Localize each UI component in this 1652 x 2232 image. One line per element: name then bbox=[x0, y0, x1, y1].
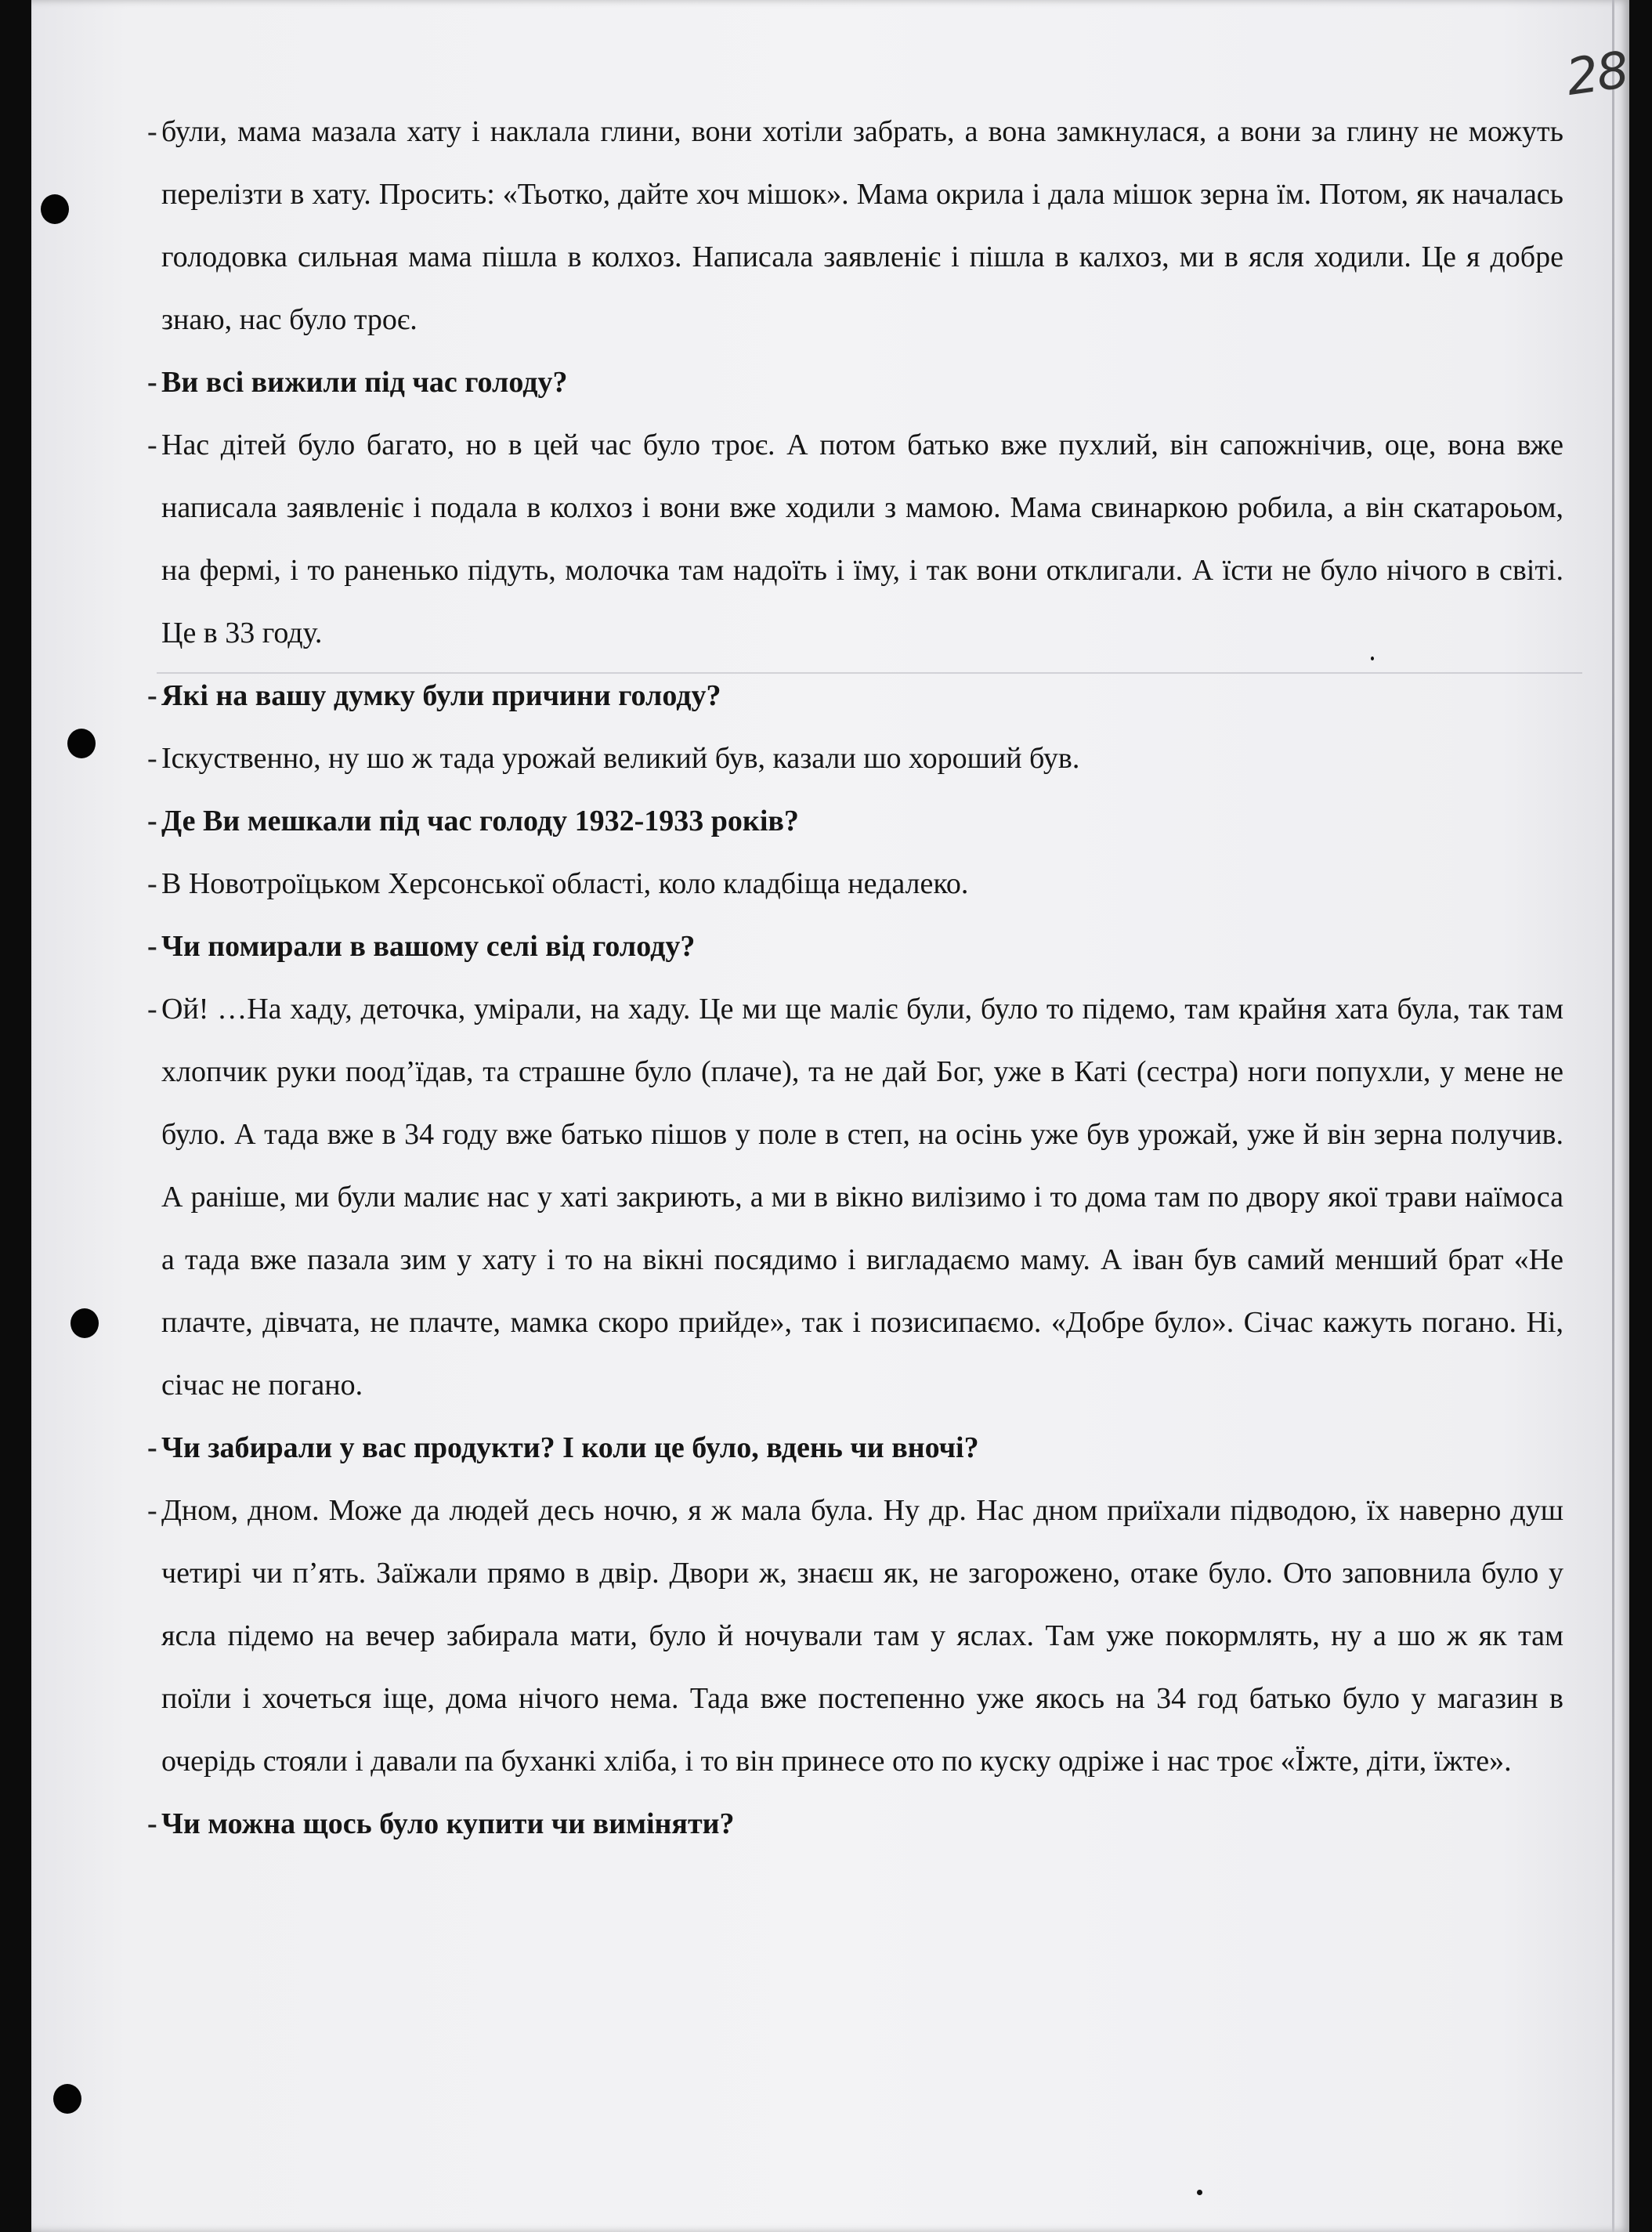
binder-hole-4 bbox=[53, 2084, 81, 2114]
document-page bbox=[31, 0, 1632, 2232]
binder-hole-1 bbox=[41, 194, 69, 224]
page-edge-line bbox=[1612, 0, 1614, 2232]
question-line: - Чи можна щось було купити чи виміняти? bbox=[161, 1792, 1563, 1855]
answer-paragraph: - Дном, дном. Може да людей десь ночю, я ж мала була. Ну др. Нас дном приїхали підводою, їх наверно душ четирі чи п’ять. Заїжали прямо в двір. Двори ж, знаєш як, не загорожено, отаке було. Ото заповнила було у ясла підемо на вечер забирала мати, було й ночували там у яслах. Там уже покормлять, ну а шо ж як там поїли і хочеться іще, дома нічого нема. Тада вже постепенно уже якось на 34 год батько було у магазин в очерідь стояли і давали па буханкі хліба, і то він принесе ото по куску одріже і нас троє «Їжте, діти, їжте». bbox=[161, 1479, 1563, 1792]
question-line: - Чи помирали в вашому селі від голоду? bbox=[161, 915, 1563, 978]
scan-speck bbox=[1197, 2190, 1202, 2195]
question-line: - Чи забирали у вас продукти? І коли це було, вдень чи вночі? bbox=[161, 1416, 1563, 1479]
binder-hole-3 bbox=[70, 1308, 99, 1338]
binder-hole-2 bbox=[67, 729, 96, 758]
question-line: - Які на вашу думку були причини голоду? bbox=[161, 664, 1563, 727]
answer-paragraph: - Ой! …На хаду, деточка, умірали, на хаду. Це ми ще маліє були, було то підемо, там крайня хата була, так там хлопчик руки поод’їдав, та страшне було (плаче), та не дай Бог, уже в Каті (сестра) ноги попухли, у мене не було. А тада вже в 34 году вже батько пішов у поле в степ, на осінь уже був урожай, уже й він зерна получив. А раніше, ми були малиє нас у хаті закриють, а ми в вікно вилізимо і то дома там по двору якої трави наїмоса а тада вже пазала зим у хату і то на вікні посядимо і вигладаємо маму. А іван був самий менший брат «Не плачте, дівчата, не плачте, мамка скоро прийде», так і позисипаємо. «Добре було». Січас кажуть погано. Ні, січас не погано. bbox=[161, 978, 1563, 1416]
question-line: - Де Ви мешкали під час голоду 1932-1933 років? bbox=[161, 790, 1563, 852]
question-line: - Ви всі вижили під час голоду? bbox=[161, 351, 1563, 414]
answer-paragraph: - Нас дітей було багато, но в цей час було троє. А потом батько вже пухлий, він сапожнічив, оце, вона вже написала заявленіє і подала в колхоз і вони вже ходили з мамою. Мама свинаркою робила, а він скатароьом, на фермі, і то раненько підуть, молочка там надоїть і їму, і так вони отклигали. А їсти не було нічого в світі. Це в 33 году. bbox=[161, 414, 1563, 664]
answer-paragraph: - були, мама мазала хату і наклала глини, вони хотіли забрать, а вона замкнулася, а вони за глину не можуть перелізти в хату. Просить: «Тьотко, дайте хоч мішок». Мама окрила і дала мішок зерна їм. Потом, як началась голодовка сильная мама пішла в колхоз. Написала заявленіє і пішла в калхоз, ми в ясля ходили. Це я добре знаю, нас було троє. bbox=[161, 100, 1563, 351]
interview-transcript bbox=[161, 100, 1563, 1855]
answer-paragraph: - Іскуственно, ну шо ж тада урожай великий був, казали шо хороший був. bbox=[161, 727, 1563, 790]
page-number: 28 bbox=[1563, 41, 1632, 108]
answer-paragraph: - В Новотроїцьком Херсонської області, коло кладбіща недалеко. bbox=[161, 852, 1563, 915]
